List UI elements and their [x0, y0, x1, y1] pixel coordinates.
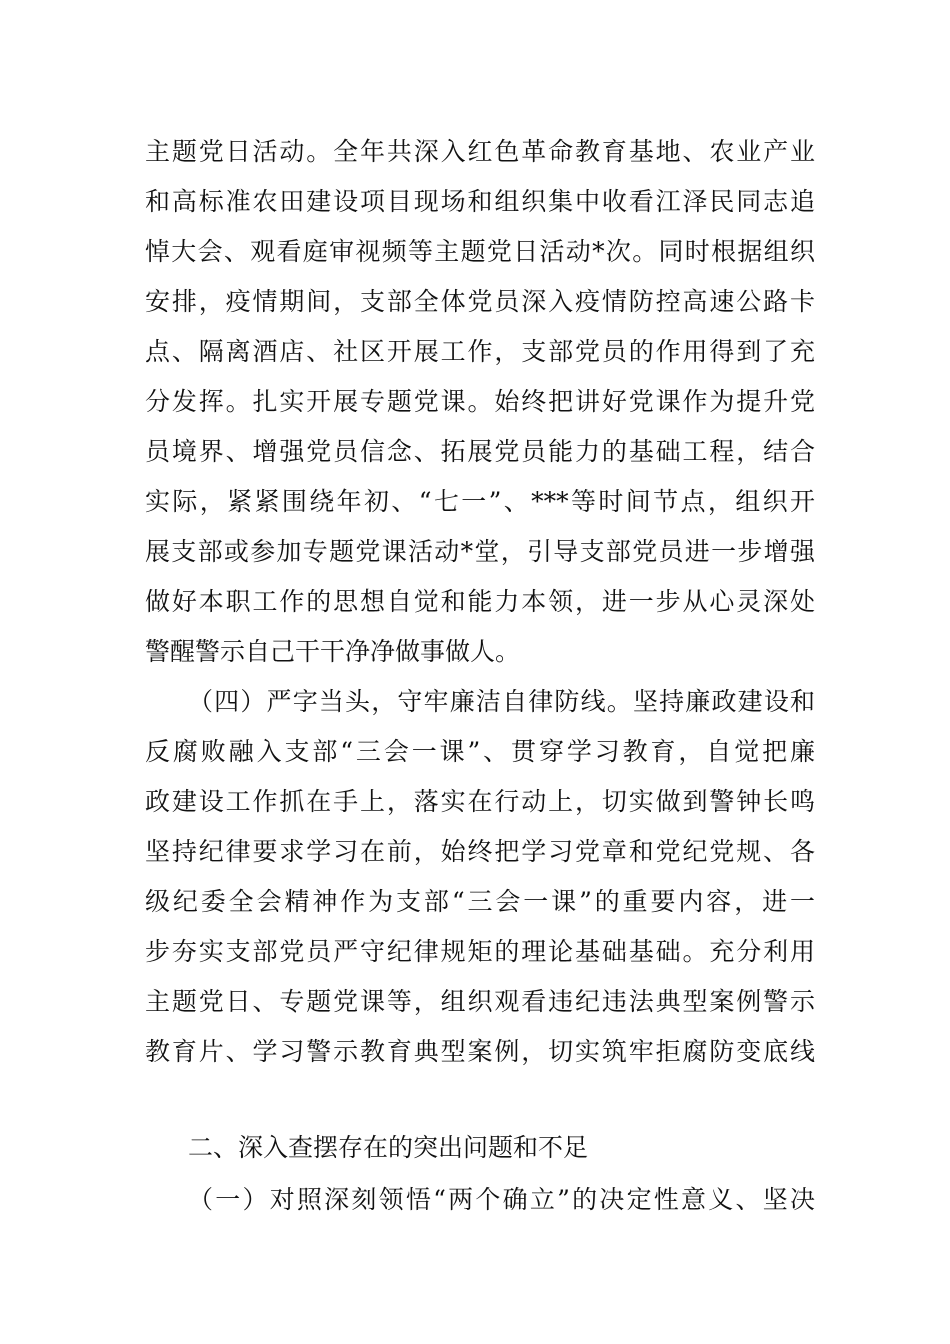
paragraph-2-line-2: 反腐败融入支部“三会一课”、贯穿学习教育，自觉把廉: [145, 737, 815, 766]
paragraph-2-line-5: 级纪委全会精神作为支部“三会一课”的重要内容，进一: [145, 887, 815, 916]
paragraph-1-line-7: 员境界、增强党员信念、拓展党员能力的基础工程，结合: [145, 437, 815, 466]
paragraph-1-line-4: 安排，疫情期间，支部全体党员深入疫情防控高速公路卡: [145, 287, 815, 316]
paragraph-1-line-10: 做好本职工作的思想自觉和能力本领，进一步从心灵深处: [145, 587, 815, 616]
paragraph-1-line-9: 展支部或参加专题党课活动*堂，引导支部党员进一步增强: [145, 537, 815, 566]
paragraph-2-line-6: 步夯实支部党员严守纪律规矩的理论基础基础。充分利用: [145, 937, 815, 966]
section-heading: 二、深入查摆存在的突出问题和不足: [188, 1133, 589, 1162]
paragraph-1-line-3: 悼大会、观看庭审视频等主题党日活动*次。同时根据组织: [145, 237, 815, 266]
paragraph-2-line-1: （四）严字当头，守牢廉洁自律防线。坚持廉政建设和: [188, 687, 815, 716]
paragraph-2-line-3: 政建设工作抓在手上，落实在行动上，切实做到警钟长鸣: [145, 787, 815, 816]
paragraph-2-line-7: 主题党日、专题党课等，组织观看违纪违法典型案例警示: [145, 987, 815, 1016]
subsection-1-line-1: （一）对照深刻领悟“两个确立”的决定性意义、坚决: [188, 1185, 815, 1214]
paragraph-1-line-11: 警醒警示自己干干净净做事做人。: [145, 637, 521, 666]
paragraph-1-line-8: 实际，紧紧围绕年初、“七一”、***等时间节点，组织开: [145, 487, 815, 516]
paragraph-1-line-6: 分发挥。扎实开展专题党课。始终把讲好党课作为提升党: [145, 387, 815, 416]
paragraph-1-line-1: 主题党日活动。全年共深入红色革命教育基地、农业产业: [145, 137, 815, 166]
paragraph-2-line-4: 坚持纪律要求学习在前，始终把学习党章和党纪党规、各: [145, 837, 815, 866]
paragraph-2-line-8: 教育片、学习警示教育典型案例，切实筑牢拒腐防变底线: [145, 1037, 815, 1066]
paragraph-1-line-2: 和高标准农田建设项目现场和组织集中收看江泽民同志追: [145, 187, 815, 216]
paragraph-1-line-5: 点、隔离酒店、社区开展工作，支部党员的作用得到了充: [145, 337, 815, 366]
